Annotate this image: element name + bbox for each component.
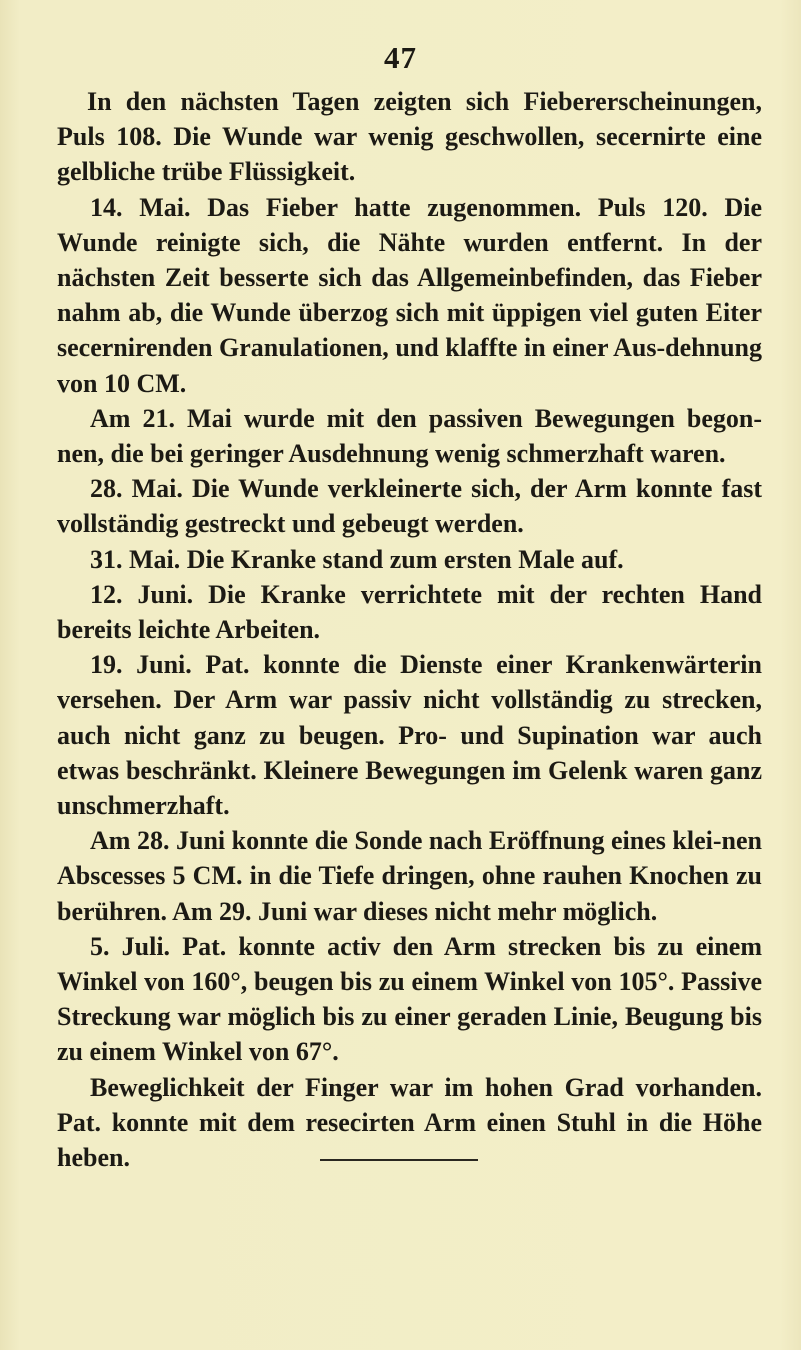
paragraph-2: 14. Mai. Das Fieber hatte zugenommen. Puls 120. Die Wunde reinigte sich, die Nähte wurden entfernt. In der nächsten Zeit besserte sich das Allgemeinbefinden, das Fieber nahm ab, die Wunde überzog sich mit üppigen viel guten Eiter secernirenden Granulationen, und klaffte in einer Aus-dehnung von 10 CM.	[57, 192, 762, 398]
paragraph-4: 28. Mai. Die Wunde verkleinerte sich, der Arm konnte fast vollständig gestreckt und gebeugt werden.	[57, 474, 762, 539]
paragraph-10: Beweglichkeit der Finger war im hohen Grad vorhanden. Pat. konnte mit dem resecirten Arm einen Stuhl in die Höhe heben.	[57, 1072, 762, 1173]
paragraph-8: Am 28. Juni konnte die Sonde nach Eröffnung eines klei-nen Abscesses 5 CM. in die Tiefe dringen, ohne rauhen Knochen zu berühren. Am 29. Juni war dieses nicht mehr möglich.	[57, 826, 762, 926]
paragraph-5: 31. Mai. Die Kranke stand zum ersten Male auf.	[90, 544, 624, 574]
paragraph-6: 12. Juni. Die Kranke verrichtete mit der rechten Hand bereits leichte Arbeiten.	[57, 579, 762, 645]
paragraph-9: 5. Juli. Pat. konnte activ den Arm strecken bis zu einem Winkel von 160°, beugen bis zu einem Winkel von 105°. Passive Streckung war möglich bis zu einer geraden Linie, Beugung bis zu einem Winkel von 67°.	[57, 931, 762, 1067]
section-divider-rule	[320, 1159, 478, 1161]
paragraph-1: In den nächsten Tagen zeigten sich Fiebererscheinungen, Puls 108. Die Wunde war wenig geschwollen, secernirte eine gelbliche trübe Flüssigkeit.	[57, 87, 762, 187]
page-number: 47	[384, 40, 417, 75]
paragraph-3: Am 21. Mai wurde mit den passiven Bewegungen begon-nen, die bei geringer Ausdehnung wenig schmerzhaft waren.	[57, 403, 762, 469]
body-text	[57, 84, 762, 1175]
paragraph-7: 19. Juni. Pat. konnte die Dienste einer Krankenwärterin versehen. Der Arm war passiv nicht vollständig zu strecken, auch nicht ganz zu beugen. Pro- und Supination war auch etwas beschränkt. Kleinere Bewegungen im Gelenk waren ganz unschmerzhaft.	[57, 650, 762, 821]
